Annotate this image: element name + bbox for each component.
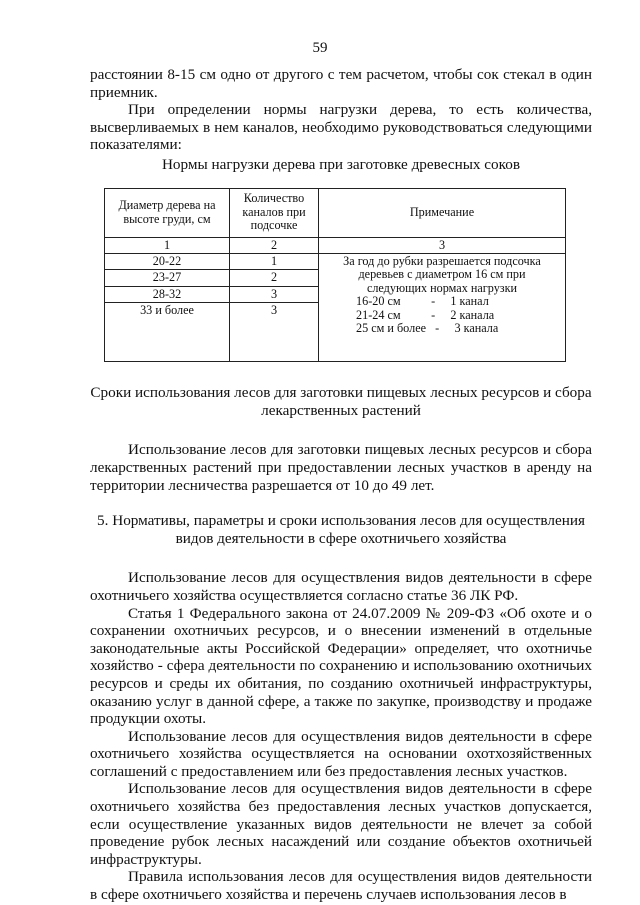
header-note: Примечание xyxy=(319,188,566,237)
table-header-row xyxy=(105,188,566,237)
cell-diameter: 20-22 xyxy=(105,253,230,269)
cell-note xyxy=(319,253,566,361)
page-body xyxy=(90,66,592,904)
cell-channels: 3 xyxy=(230,286,319,302)
hunting-paragraph: Использование лесов для осуществления видов деятельности в сфере охотничьего хозяйства осуществляется на основании охотхозяйственных соглашений с предоставлением или без предоставления лесных участков. xyxy=(90,727,592,780)
hunting-section-title: 5. Нормативы, параметры и сроки использования лесов для осуществления видов деятельности в сфере охотничьего хозяйства xyxy=(97,512,585,547)
cell-diameter: 28-32 xyxy=(105,286,230,302)
header-diameter: Диаметр дерева на высоте груди, см xyxy=(105,188,230,237)
continuation-text: расстоянии 8-15 см одно от другого с тем расчетом, чтобы сок стекал в один приемник. xyxy=(90,66,592,101)
table-colnum-row xyxy=(105,237,566,253)
cell-diameter: 33 и более xyxy=(105,303,230,362)
page-number: 59 xyxy=(312,40,328,56)
colnum-2: 2 xyxy=(230,237,319,253)
intro-paragraph: При определении нормы нагрузки дерева, то есть количества, высверливаемых в нем каналов, необходимо руководствоваться следующими показателями: xyxy=(90,101,592,154)
hunting-paragraph: Правила использования лесов для осуществления видов деятельности в сфере охотничьего хозяйства и перечень случаев использования лесов в xyxy=(90,868,592,904)
hunting-paragraph: Статья 1 Федерального закона от 24.07.2009 № 209-ФЗ «Об охоте и о сохранении охотничьих ресурсов, и о внесении изменений в отдельные законодательные акты Российской Федерации» определяет, что охотничье хозяйство - сфера деятельности по сохранению и использованию охотничьих ресурсов и среды их обитания, по созданию охотничьей инфраструктуры, оказанию услуг в данной сфере, а также по закупке, производству и продаже продукции охоты. xyxy=(90,604,592,728)
cell-diameter: 23-27 xyxy=(105,270,230,286)
colnum-3: 3 xyxy=(319,237,566,253)
note-item: 21-24 см - 2 канала xyxy=(356,307,495,322)
note-item: 16-20 см - 1 канал xyxy=(356,294,489,309)
table-row xyxy=(105,253,566,269)
hunting-paragraph: Использование лесов для осуществления видов деятельности в сфере охотничьего хозяйства без предоставления лесных участков допускается, если осуществление указанных видов деятельности не влечет за собой проведение рубок лесных насаждений или создание объектов охотничьей инфраструктуры. xyxy=(90,780,592,868)
colnum-1: 1 xyxy=(105,237,230,253)
note-line: деревьев с диаметром 16 см при xyxy=(358,267,526,282)
note-line: следующих нормах нагрузки xyxy=(366,280,518,295)
food-section-title: Сроки использования лесов для заготовки пищевых лесных ресурсов и сбора лекарственных растений xyxy=(90,384,592,419)
note-line: За год до рубки разрешается подсочка xyxy=(343,253,541,268)
cell-channels: 3 xyxy=(230,303,319,362)
cell-channels: 2 xyxy=(230,270,319,286)
table-caption: Нормы нагрузки дерева при заготовке древесных соков xyxy=(161,155,521,173)
cell-channels: 1 xyxy=(230,253,319,269)
note-item: 25 см и более - 3 канала xyxy=(356,321,499,335)
header-channels: Количество каналов при подсочке xyxy=(230,188,319,237)
hunting-paragraph: Использование лесов для осуществления видов деятельности в сфере охотничьего хозяйства осуществляется согласно статье 36 ЛК РФ. xyxy=(90,569,592,604)
food-section-paragraph: Использование лесов для заготовки пищевых лесных ресурсов и сбора лекарственных растений при предоставлении лесных участков в аренду на территории лесничества разрешается от 10 до 49 лет. xyxy=(90,441,592,494)
tree-load-table xyxy=(104,188,566,363)
